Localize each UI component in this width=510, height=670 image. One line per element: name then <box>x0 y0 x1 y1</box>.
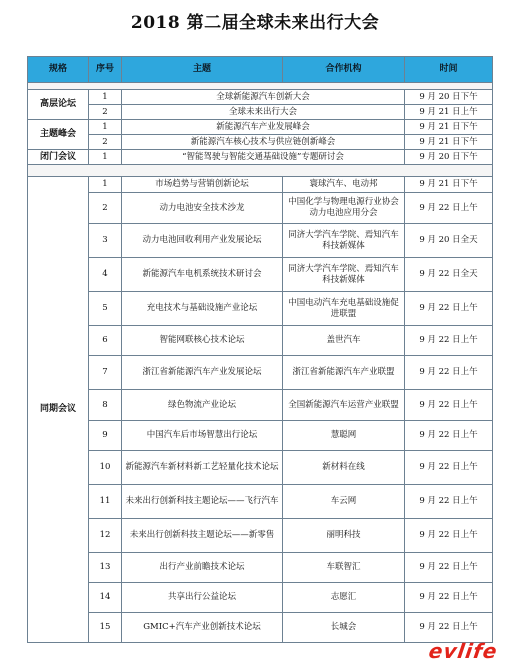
number-cell: 1 <box>89 90 122 105</box>
number-cell: 4 <box>89 258 122 292</box>
number-cell: 13 <box>89 553 122 583</box>
partner-cell: 同济大学汽车学院、焉知汽车科技新媒体 <box>283 258 405 292</box>
number-cell: 2 <box>89 105 122 120</box>
time-cell: 9 月 22 日上午 <box>405 613 493 643</box>
partner-cell: 中国电动汽车充电基础设施促进联盟 <box>283 292 405 326</box>
topic-cell: 新能源汽车核心技术与供应链创新峰会 <box>122 135 405 150</box>
category-cell: 主题峰会 <box>28 120 89 150</box>
topic-cell: 充电技术与基础设施产业论坛 <box>122 292 283 326</box>
partner-cell: 车云网 <box>283 485 405 519</box>
time-cell: 9 月 20 日下午 <box>405 150 493 165</box>
number-cell: 3 <box>89 224 122 258</box>
partner-cell: 车联智汇 <box>283 553 405 583</box>
table-row <box>28 613 493 643</box>
number-cell: 2 <box>89 135 122 150</box>
partner-cell: 中国化学与物理电源行业协会动力电池应用分会 <box>283 193 405 224</box>
table-header-row <box>28 57 493 83</box>
topic-cell: 未来出行创新科技主题论坛——飞行汽车 <box>122 485 283 519</box>
time-cell: 9 月 22 日上午 <box>405 193 493 224</box>
number-cell: 1 <box>89 150 122 165</box>
number-cell: 5 <box>89 292 122 326</box>
time-cell: 9 月 22 日上午 <box>405 553 493 583</box>
topic-cell: 出行产业前瞻技术论坛 <box>122 553 283 583</box>
category-cell: 闭门会议 <box>28 150 89 165</box>
spacer-row <box>28 165 493 177</box>
number-cell: 6 <box>89 326 122 356</box>
time-cell: 9 月 22 日上午 <box>405 356 493 390</box>
table-row <box>28 292 493 326</box>
spacer-row <box>28 83 493 90</box>
topic-cell: GMIC+汽车产业创新技术论坛 <box>122 613 283 643</box>
partner-cell: 慧聪网 <box>283 421 405 451</box>
number-cell: 9 <box>89 421 122 451</box>
topic-cell: 动力电池安全技术沙龙 <box>122 193 283 224</box>
topic-cell: 全球未来出行大会 <box>122 105 405 120</box>
table-row <box>28 258 493 292</box>
topic-cell: 中国汽车后市场智慧出行论坛 <box>122 421 283 451</box>
header-number: 序号 <box>89 57 122 83</box>
table-row <box>28 135 493 150</box>
topic-cell: 新能源汽车电机系统技术研讨会 <box>122 258 283 292</box>
time-cell: 9 月 21 日下午 <box>405 135 493 150</box>
number-cell: 15 <box>89 613 122 643</box>
topic-cell: 动力电池回收利用产业发展论坛 <box>122 224 283 258</box>
watermark-logo: evlife <box>427 639 500 663</box>
partner-cell: 长城会 <box>283 613 405 643</box>
time-cell: 9 月 22 日上午 <box>405 519 493 553</box>
table-row <box>28 177 493 193</box>
number-cell: 2 <box>89 193 122 224</box>
partner-cell: 寰球汽车、电动邦 <box>283 177 405 193</box>
time-cell: 9 月 20 日下午 <box>405 90 493 105</box>
partner-cell: 同济大学汽车学院、焉知汽车科技新媒体 <box>283 224 405 258</box>
topic-cell: 绿色物流产业论坛 <box>122 390 283 421</box>
table-row <box>28 451 493 485</box>
table-row <box>28 519 493 553</box>
header-time: 时间 <box>405 57 493 83</box>
time-cell: 9 月 22 日上午 <box>405 485 493 519</box>
topic-cell: 市场趋势与营销创新论坛 <box>122 177 283 193</box>
time-cell: 9 月 22 日全天 <box>405 258 493 292</box>
header-spec: 规格 <box>28 57 89 83</box>
time-cell: 9 月 22 日上午 <box>405 292 493 326</box>
table-row <box>28 193 493 224</box>
page-title: 2018 第二届全球未来出行大会 <box>130 13 380 33</box>
topic-cell: “智能驾驶与智能交通基础设施”专题研讨会 <box>122 150 405 165</box>
number-cell: 1 <box>89 120 122 135</box>
table-row <box>28 583 493 613</box>
time-cell: 9 月 22 日上午 <box>405 451 493 485</box>
table-row <box>28 120 493 135</box>
table-row <box>28 356 493 390</box>
topic-cell: 新能源汽车产业发展峰会 <box>122 120 405 135</box>
table-row <box>28 485 493 519</box>
table-row <box>28 90 493 105</box>
number-cell: 7 <box>89 356 122 390</box>
number-cell: 10 <box>89 451 122 485</box>
time-cell: 9 月 21 日上午 <box>405 105 493 120</box>
number-cell: 8 <box>89 390 122 421</box>
topic-cell: 共享出行公益论坛 <box>122 583 283 613</box>
table-row <box>28 150 493 165</box>
time-cell: 9 月 20 日全天 <box>405 224 493 258</box>
number-cell: 12 <box>89 519 122 553</box>
partner-cell: 全国新能源汽车运营产业联盟 <box>283 390 405 421</box>
table-row <box>28 390 493 421</box>
number-cell: 14 <box>89 583 122 613</box>
topic-cell: 全球新能源汽车创新大会 <box>122 90 405 105</box>
partner-cell: 浙江省新能源汽车产业联盟 <box>283 356 405 390</box>
category-cell: 同期会议 <box>28 177 89 643</box>
partner-cell: 盖世汽车 <box>283 326 405 356</box>
time-cell: 9 月 22 日上午 <box>405 390 493 421</box>
partner-cell: 新材料在线 <box>283 451 405 485</box>
table-row <box>28 553 493 583</box>
time-cell: 9 月 21 日下午 <box>405 177 493 193</box>
partner-cell: 志愿汇 <box>283 583 405 613</box>
partner-cell: 丽明科技 <box>283 519 405 553</box>
header-partner: 合作机构 <box>283 57 405 83</box>
number-cell: 11 <box>89 485 122 519</box>
time-cell: 9 月 21 日下午 <box>405 120 493 135</box>
topic-cell: 未来出行创新科技主题论坛——新零售 <box>122 519 283 553</box>
time-cell: 9 月 22 日上午 <box>405 583 493 613</box>
topic-cell: 智能网联核心技术论坛 <box>122 326 283 356</box>
schedule-table <box>27 56 493 643</box>
number-cell: 1 <box>89 177 122 193</box>
time-cell: 9 月 22 日上午 <box>405 421 493 451</box>
category-cell: 高层论坛 <box>28 90 89 120</box>
header-topic: 主题 <box>122 57 283 83</box>
time-cell: 9 月 22 日上午 <box>405 326 493 356</box>
topic-cell: 新能源汽车新材料新工艺轻量化技术论坛 <box>122 451 283 485</box>
table-row <box>28 326 493 356</box>
table-row <box>28 421 493 451</box>
topic-cell: 浙江省新能源汽车产业发展论坛 <box>122 356 283 390</box>
table-row <box>28 224 493 258</box>
table-row <box>28 105 493 120</box>
